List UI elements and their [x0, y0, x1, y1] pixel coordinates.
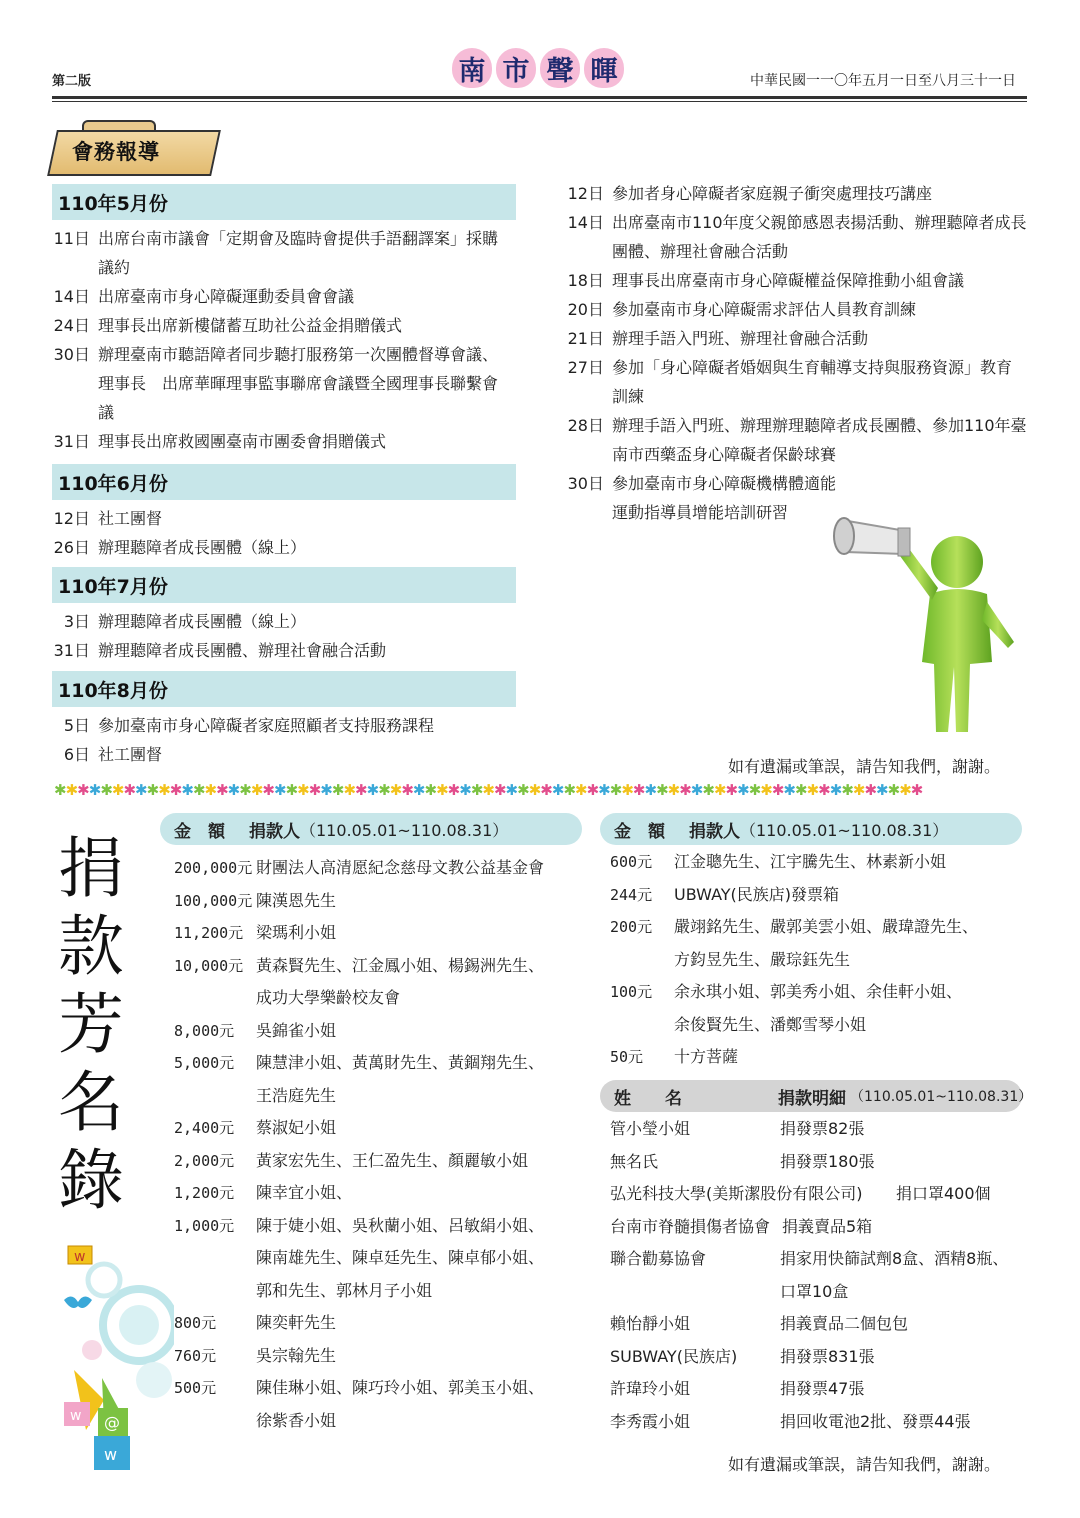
star-icon: ✱	[273, 781, 286, 799]
page-label: 第二版	[52, 74, 92, 89]
star-icon: ✱	[505, 781, 518, 799]
period-label: （110.05.01~110.08.31）	[300, 820, 509, 840]
news-entry	[52, 340, 522, 427]
entry-text: 辦理臺南市聽語障者同步聽打服務第一次團體督導會議、	[98, 345, 499, 364]
donor-names: 陳南雄先生、陳卓廷先生、陳卓郁小姐、	[256, 1248, 545, 1267]
donor-names: 江金聰先生、江宇騰先生、林素新小姐	[674, 852, 947, 871]
news-entry	[52, 311, 522, 340]
entry-text: 出席臺南市110年度父親節感恩表揚活動、辦理聽障者成長	[612, 213, 1027, 232]
entry-text: 參加者身心障礙者家庭親子衝突處理技巧講座	[612, 184, 933, 203]
star-icon: ✱	[609, 781, 622, 799]
star-icon: ✱	[551, 781, 564, 799]
donor-names: 陳佳琳小姐、陳巧玲小姐、郭美玉小姐、	[256, 1378, 545, 1397]
donation-amount: 244元	[610, 885, 653, 904]
donation-row	[610, 846, 1020, 879]
star-icon: ✱	[482, 781, 494, 799]
goods-donor: 弘光科技大學(美斯潔股份有限公司)	[610, 1184, 863, 1203]
donation-amount: 500元	[174, 1379, 217, 1397]
star-icon: ✱	[77, 781, 89, 799]
goods-donor: 管小瑩小姐	[610, 1119, 691, 1138]
entry-text: 辦理聽障者成長團體（線上）	[98, 612, 307, 631]
goods-detail: 捐發票82張	[780, 1119, 865, 1138]
star-icon: ✱	[262, 781, 274, 799]
goods-row	[610, 1373, 1026, 1406]
entry-text: 理事長 出席華暉理事監事聯席會議暨全國理事長聯繫會	[98, 374, 499, 393]
entry-text: 出席臺南市身心障礙運動委員會會議	[98, 287, 355, 306]
goods-donor: 台南市脊髓損傷者協會	[610, 1216, 771, 1236]
masthead	[450, 46, 630, 90]
donation-row	[610, 911, 1020, 976]
section-folder-label	[52, 120, 217, 178]
masthead-char-text: 暉	[590, 55, 618, 87]
name-header: 姓 名	[614, 1088, 682, 1109]
goods-detail: 捐回收電池2批、發票44張	[780, 1411, 971, 1431]
news-entry	[566, 295, 1036, 324]
star-divider	[54, 780, 1026, 800]
news-entry	[52, 636, 522, 665]
entry-day: 6日	[63, 745, 90, 764]
entry-text: 參加「身心障礙者婚姻與生育輔導支持與服務資源」教育	[612, 358, 1013, 377]
star-icon: ✱	[540, 781, 552, 799]
donation-row	[174, 852, 584, 885]
donation-row	[174, 1145, 584, 1178]
entry-day: 11日	[53, 229, 90, 248]
donation-row	[610, 879, 1020, 912]
donor-names: 吳宗翰先生	[256, 1345, 337, 1365]
star-icon: ✱	[586, 781, 599, 799]
star-icon: ✱	[829, 781, 842, 799]
star-icon: ✱	[459, 781, 471, 799]
entry-day: 12日	[53, 509, 90, 528]
goods-donor: 無名氏	[610, 1151, 659, 1171]
star-icon: ✱	[667, 781, 680, 799]
donation-amount: 11,200元	[174, 924, 244, 942]
star-icon: ✱	[679, 781, 691, 799]
masthead-char-text: 聲	[546, 55, 574, 87]
entry-day: 26日	[53, 538, 90, 557]
star-icon: ✱	[899, 781, 911, 799]
donation-amount: 2,000元	[174, 1151, 235, 1170]
svg-text:@: @	[104, 1413, 120, 1432]
goods-row	[610, 1211, 1026, 1244]
donation-row	[174, 1015, 584, 1048]
section-title: 會務報導	[72, 140, 160, 164]
donor-names: 蔡淑妃小姐	[256, 1118, 337, 1137]
star-icon: ✱	[239, 781, 251, 799]
masthead-char-text: 南	[458, 55, 486, 87]
entry-day: 12日	[567, 184, 604, 203]
donor-names: 王浩庭先生	[256, 1085, 337, 1105]
svg-text:w: w	[70, 1408, 82, 1424]
entry-day: 31日	[53, 641, 90, 660]
star-icon: ✱	[702, 781, 714, 799]
donor-names: 十方菩薩	[674, 1047, 739, 1066]
entry-text: 運動指導員增能培訓研習	[612, 503, 789, 522]
entry-day: 3日	[63, 612, 90, 631]
month-heading: 110年6月份	[52, 464, 516, 500]
star-icon: ✱	[887, 781, 900, 799]
goods-header	[600, 1080, 1033, 1112]
goods-detail: 捐發票47張	[780, 1379, 865, 1398]
amount-header: 金 額	[614, 821, 665, 842]
donation-row	[174, 950, 584, 1015]
donor-names: 方鈞昱先生、嚴琮鈺先生	[674, 949, 851, 969]
donor-header: 捐款人	[249, 821, 300, 842]
star-icon: ✱	[227, 781, 240, 799]
star-icon: ✱	[713, 781, 726, 799]
donation-row	[174, 1307, 584, 1340]
svg-text:w: w	[104, 1445, 118, 1464]
star-icon: ✱	[308, 781, 321, 799]
goods-detail: 口罩10盒	[780, 1281, 849, 1301]
news-entry	[566, 324, 1036, 353]
entry-text: 訓練	[612, 387, 645, 406]
entry-text: 辦理聽障者成長團體（線上）	[98, 538, 307, 557]
svg-text:w: w	[74, 1249, 86, 1265]
entry-day: 18日	[567, 271, 604, 290]
news-entry	[566, 353, 1036, 411]
entry-text: 辦理手語入門班、辦理辦理聽障者成長團體、參加110年臺	[612, 416, 1027, 435]
entry-day: 20日	[567, 300, 604, 319]
news-entry	[52, 282, 522, 311]
star-icon: ✱	[690, 781, 703, 799]
donor-names: 余永琪小姐、郭美秀小姐、余佳軒小姐、	[674, 982, 963, 1001]
entry-text: 參加臺南市身心障礙者家庭照顧者支持服務課程	[98, 716, 435, 735]
star-icon: ✱	[725, 781, 738, 799]
news-entry	[566, 208, 1036, 266]
star-icon: ✱	[748, 781, 761, 799]
star-icon: ✱	[771, 781, 784, 799]
donor-names: UBWAY(民族店)發票箱	[674, 884, 840, 904]
entry-day: 5日	[63, 716, 90, 735]
entry-text: 團體、辦理社會融合活動	[612, 242, 789, 261]
star-icon: ✱	[528, 781, 541, 799]
goods-donor: 賴怡靜小姐	[610, 1314, 691, 1333]
date-range: 中華民國一一〇年五月一日至八月三十一日	[750, 73, 1016, 89]
news-entry	[52, 740, 522, 769]
entry-text: 參加臺南市身心障礙需求評估人員教育訓練	[612, 300, 917, 319]
star-icon: ✱	[493, 781, 506, 799]
goods-donor: 許瑋玲小姐	[610, 1379, 691, 1398]
star-icon: ✱	[389, 781, 402, 799]
star-icon: ✱	[320, 781, 332, 799]
star-icon: ✱	[169, 781, 182, 799]
donation-amount: 200元	[610, 918, 653, 936]
donation-amount: 50元	[610, 1048, 644, 1066]
entry-day: 21日	[567, 329, 604, 348]
masthead-char	[450, 46, 494, 90]
donation-row	[174, 917, 584, 950]
star-icon: ✱	[795, 781, 807, 799]
star-icon: ✱	[644, 781, 657, 799]
megaphone-person-icon	[822, 492, 1022, 737]
star-icon: ✱	[864, 781, 877, 799]
star-icon: ✱	[632, 781, 645, 799]
donation-row	[174, 1177, 584, 1210]
star-icon: ✱	[447, 781, 460, 799]
donation-row	[610, 976, 1020, 1041]
entry-text: 辦理聽障者成長團體、辦理社會融合活動	[98, 641, 387, 660]
entry-text: 理事長出席新樓儲蓄互助社公益金捐贈儀式	[98, 316, 403, 335]
goods-detail: 捐口罩400個	[896, 1184, 991, 1203]
goods-row	[610, 1308, 1026, 1341]
donation-header-left	[160, 813, 582, 845]
star-icon: ✱	[65, 781, 78, 799]
star-icon: ✱	[598, 781, 610, 799]
period-label: （110.05.01~110.08.31）	[850, 1089, 1033, 1105]
star-icon: ✱	[575, 781, 587, 799]
correction-note-bottom: 如有遺漏或筆誤，請告知我們，謝謝。	[728, 1455, 1001, 1474]
entry-text: 理事長出席臺南市身心障礙權益保障推動小組會議	[612, 271, 965, 290]
star-icon: ✱	[876, 781, 888, 799]
news-entry	[52, 224, 522, 282]
donation-amount: 8,000元	[174, 1021, 235, 1040]
star-icon: ✱	[355, 781, 367, 799]
star-icon: ✱	[216, 781, 228, 799]
star-icon: ✱	[783, 781, 795, 799]
star-icon: ✱	[737, 781, 749, 799]
donor-names: 陳奕軒先生	[256, 1313, 337, 1332]
star-icon: ✱	[366, 781, 379, 799]
entry-day: 30日	[567, 474, 604, 493]
title-char: 名	[58, 1064, 124, 1141]
news-entry	[566, 411, 1036, 469]
star-icon: ✱	[146, 781, 159, 799]
decorative-bubbles-icon	[44, 1240, 174, 1480]
star-icon: ✱	[100, 781, 112, 799]
goods-donor: 李秀霞小姐	[610, 1411, 691, 1431]
goods-detail: 捐義賣品5箱	[782, 1216, 873, 1236]
news-entry	[52, 711, 522, 740]
masthead-char-text: 市	[502, 55, 530, 87]
star-icon: ✱	[517, 781, 529, 799]
news-entry	[566, 266, 1036, 295]
donation-row	[610, 1041, 1020, 1074]
correction-note-top: 如有遺漏或筆誤，請告知我們，謝謝。	[728, 757, 1001, 776]
donor-names: 郭和先生、郭林月子小姐	[256, 1280, 433, 1300]
entry-day: 30日	[53, 345, 90, 364]
goods-row	[610, 1406, 1026, 1439]
donation-row	[174, 885, 584, 918]
star-icon: ✱	[181, 781, 193, 799]
header-rule-thin	[52, 101, 1027, 102]
star-icon: ✱	[158, 781, 170, 799]
donor-names: 梁瑪利小姐	[256, 923, 337, 942]
donor-names: 陳漢恩先生	[256, 890, 337, 910]
donation-amount: 1,200元	[174, 1184, 235, 1202]
month-heading: 110年5月份	[52, 184, 516, 220]
donor-names: 財團法人高清愿紀念慈母文教公益基金會	[256, 858, 545, 877]
goods-detail: 捐發票831張	[780, 1346, 875, 1366]
entry-text: 理事長出席救國團臺南市團委會捐贈儀式	[98, 432, 387, 451]
entry-day: 14日	[567, 213, 604, 232]
entry-text: 南市西藥盃身心障礙者保齡球賽	[612, 445, 837, 464]
goods-row	[610, 1146, 1026, 1179]
star-icon: ✱	[401, 781, 413, 799]
star-icon: ✱	[54, 781, 66, 799]
goods-donor: 聯合勸募協會	[610, 1249, 707, 1268]
star-icon: ✱	[297, 781, 309, 799]
donor-names: 徐紫香小姐	[256, 1410, 337, 1430]
donor-names: 黃家宏先生、王仁盈先生、顏麗敏小姐	[256, 1150, 529, 1170]
star-icon: ✱	[250, 781, 263, 799]
donation-amount: 200,000元	[174, 859, 253, 877]
star-icon: ✱	[760, 781, 772, 799]
star-icon: ✱	[852, 781, 865, 799]
star-icon: ✱	[656, 781, 668, 799]
masthead-char	[582, 46, 626, 90]
news-entry	[52, 533, 522, 562]
star-icon: ✱	[204, 781, 217, 799]
goods-row	[610, 1243, 1026, 1308]
masthead-char	[494, 46, 538, 90]
donation-amount: 5,000元	[174, 1054, 235, 1072]
star-icon: ✱	[470, 781, 483, 799]
header-rule	[52, 96, 1027, 99]
star-icon: ✱	[412, 781, 425, 799]
title-char: 捐	[58, 830, 124, 907]
entry-day: 27日	[567, 358, 604, 377]
news-entry	[52, 504, 522, 533]
donation-row	[174, 1372, 584, 1437]
entry-day: 14日	[53, 287, 90, 306]
donor-names: 嚴翊銘先生、嚴郭美雲小姐、嚴瑋證先生、	[674, 917, 979, 936]
donation-amount: 100,000元	[174, 891, 253, 910]
goods-donor: SUBWAY(民族店)	[610, 1346, 738, 1366]
entry-day: 31日	[53, 432, 90, 451]
star-icon: ✱	[818, 781, 830, 799]
news-entry	[566, 179, 1036, 208]
donation-row	[174, 1340, 584, 1373]
entry-text: 議	[98, 403, 115, 422]
donation-amount: 2,400元	[174, 1119, 235, 1137]
star-icon: ✱	[111, 781, 124, 799]
entry-text: 議約	[98, 258, 131, 277]
star-icon: ✱	[192, 781, 205, 799]
donation-amount: 10,000元	[174, 956, 244, 975]
donor-names: 陳慧津小姐、黃萬財先生、黃錮翔先生、	[256, 1053, 545, 1072]
month-heading: 110年8月份	[52, 671, 516, 707]
news-entry	[52, 607, 522, 636]
entry-text: 參加臺南市身心障礙機構體適能	[612, 474, 837, 493]
entry-day: 28日	[567, 416, 604, 435]
entry-text: 辦理手語入門班、辦理社會融合活動	[612, 329, 869, 348]
star-icon: ✱	[910, 781, 923, 799]
donation-amount: 600元	[610, 853, 653, 871]
donation-row	[174, 1047, 584, 1112]
star-icon: ✱	[378, 781, 390, 799]
donor-names: 黃森賢先生、江金鳳小姐、楊錫洲先生、	[256, 955, 545, 975]
star-icon: ✱	[621, 781, 633, 799]
star-icon: ✱	[285, 781, 298, 799]
donation-title	[58, 830, 134, 1220]
goods-row	[610, 1341, 1026, 1374]
donor-names: 余俊賢先生、潘鄭雪琴小姐	[674, 1014, 867, 1034]
donation-amount: 800元	[174, 1314, 217, 1332]
entry-text: 社工團督	[98, 745, 163, 764]
donor-names: 陳幸宜小姐、	[256, 1183, 353, 1202]
goods-detail: 捐義賣品二個包包	[780, 1314, 909, 1333]
goods-row	[610, 1113, 1026, 1146]
donation-row	[174, 1112, 584, 1145]
star-icon: ✱	[88, 781, 101, 799]
detail-header: 捐款明細	[778, 1088, 846, 1109]
star-icon: ✱	[343, 781, 356, 799]
donation-header-right	[600, 813, 1022, 845]
star-icon: ✱	[331, 781, 344, 799]
entry-text: 社工團督	[98, 509, 163, 528]
news-entry	[52, 427, 522, 456]
donation-amount: 100元	[610, 983, 653, 1001]
goods-row	[610, 1178, 1026, 1211]
star-icon: ✱	[841, 781, 853, 799]
donation-row	[174, 1210, 584, 1308]
donor-names: 吳錦雀小姐	[256, 1020, 337, 1040]
donation-amount: 760元	[174, 1346, 217, 1365]
donation-amount: 1,000元	[174, 1216, 235, 1235]
title-char: 錄	[58, 1142, 124, 1219]
period-label: （110.05.01~110.08.31）	[740, 820, 949, 840]
star-icon: ✱	[135, 781, 147, 799]
donor-names: 成功大學樂齡校友會	[256, 988, 401, 1007]
star-icon: ✱	[436, 781, 448, 799]
goods-detail: 捐家用快篩試劑8盒、酒精8瓶、	[780, 1249, 1009, 1268]
masthead-char	[538, 46, 582, 90]
entry-day: 24日	[53, 316, 90, 335]
amount-header: 金 額	[174, 821, 225, 842]
star-icon: ✱	[424, 781, 437, 799]
month-heading: 110年7月份	[52, 567, 516, 603]
donor-names: 陳于婕小姐、吳秋蘭小姐、呂敏絹小姐、	[256, 1215, 545, 1235]
title-char: 芳	[58, 986, 124, 1063]
goods-detail: 捐發票180張	[780, 1151, 875, 1171]
star-icon: ✱	[806, 781, 819, 799]
star-icon: ✱	[563, 781, 576, 799]
title-char: 款	[58, 908, 124, 985]
star-icon: ✱	[123, 781, 136, 799]
donor-header: 捐款人	[689, 821, 740, 842]
entry-text: 出席台南市議會「定期會及臨時會提供手語翻譯案」採購	[98, 229, 499, 248]
